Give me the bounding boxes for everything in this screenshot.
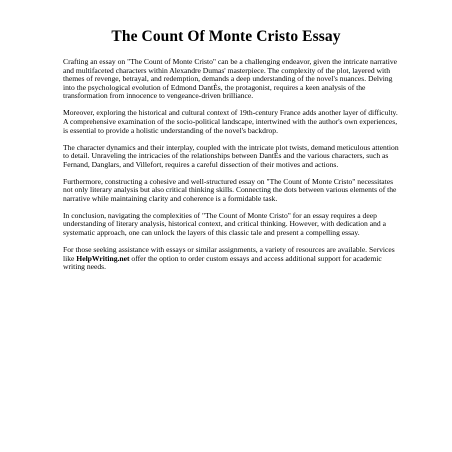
- paragraph-intro: Crafting an essay on "The Count of Monte Cristo" can be a challenging endeavor, given the intricate narrative and multifaceted characters within Alexandre Dumas' masterpiece. The complexity of the plot, layered with themes of revenge, betrayal, and redemption, demands a deep understanding of the novel's nuances. Delving into the psychological evolution of Edmond DantÈs, the protagonist, requires a keen analysis of the transformation from innocence to vengeance-driven brilliance.: [63, 57, 398, 101]
- paragraph-character-dynamics: The character dynamics and their interplay, coupled with the intricate plot twists, demand meticulous attention to detail. Unraveling the intricacies of the relationships between DantÈs and the various characters, such as Fernand, Danglars, and Villefort, requires a careful dissection of their motives and actions.: [63, 142, 399, 169]
- paragraph-conclusion: In conclusion, navigating the complexities of "The Count of Monte Cristo" for an essay requires a deep understanding of literary analysis, historical context, and critical thinking. However, with dedication and a systematic approach, one can unlock the layers of this classic tale and present a compelling essay.: [63, 210, 386, 238]
- paragraph-historical-context: Moreover, exploring the historical and cultural context of 19th-century France adds another layer of difficulty. A comprehensive examination of the socio-political landscape, intertwined with the author's own experiences, is essential to provide a holistic understanding of the novel's backdrop.: [63, 108, 398, 135]
- helpwriting-link[interactable]: HelpWriting.net: [76, 253, 130, 263]
- paragraph-essay-structure: Furthermore, constructing a cohesive and well-structured essay on "The Count of Monte Cristo" necessitates not only literary analysis but also critical thinking skills. Connecting the dots between various elements of the narrative while maintaining clarity and coherence is a formidable task.: [63, 176, 397, 203]
- page-title: The Count Of Monte Cristo Essay: [111, 28, 341, 45]
- resources-text-after: offer the option to order custom essays and access additional support for academic writing needs.: [63, 253, 382, 272]
- paragraph-resources: [63, 246, 399, 272]
- resources-text-before: For those seeking assistance with essays or similar assignments, a variety of resources are available. Services like: [63, 245, 395, 263]
- essay-body: [63, 58, 399, 280]
